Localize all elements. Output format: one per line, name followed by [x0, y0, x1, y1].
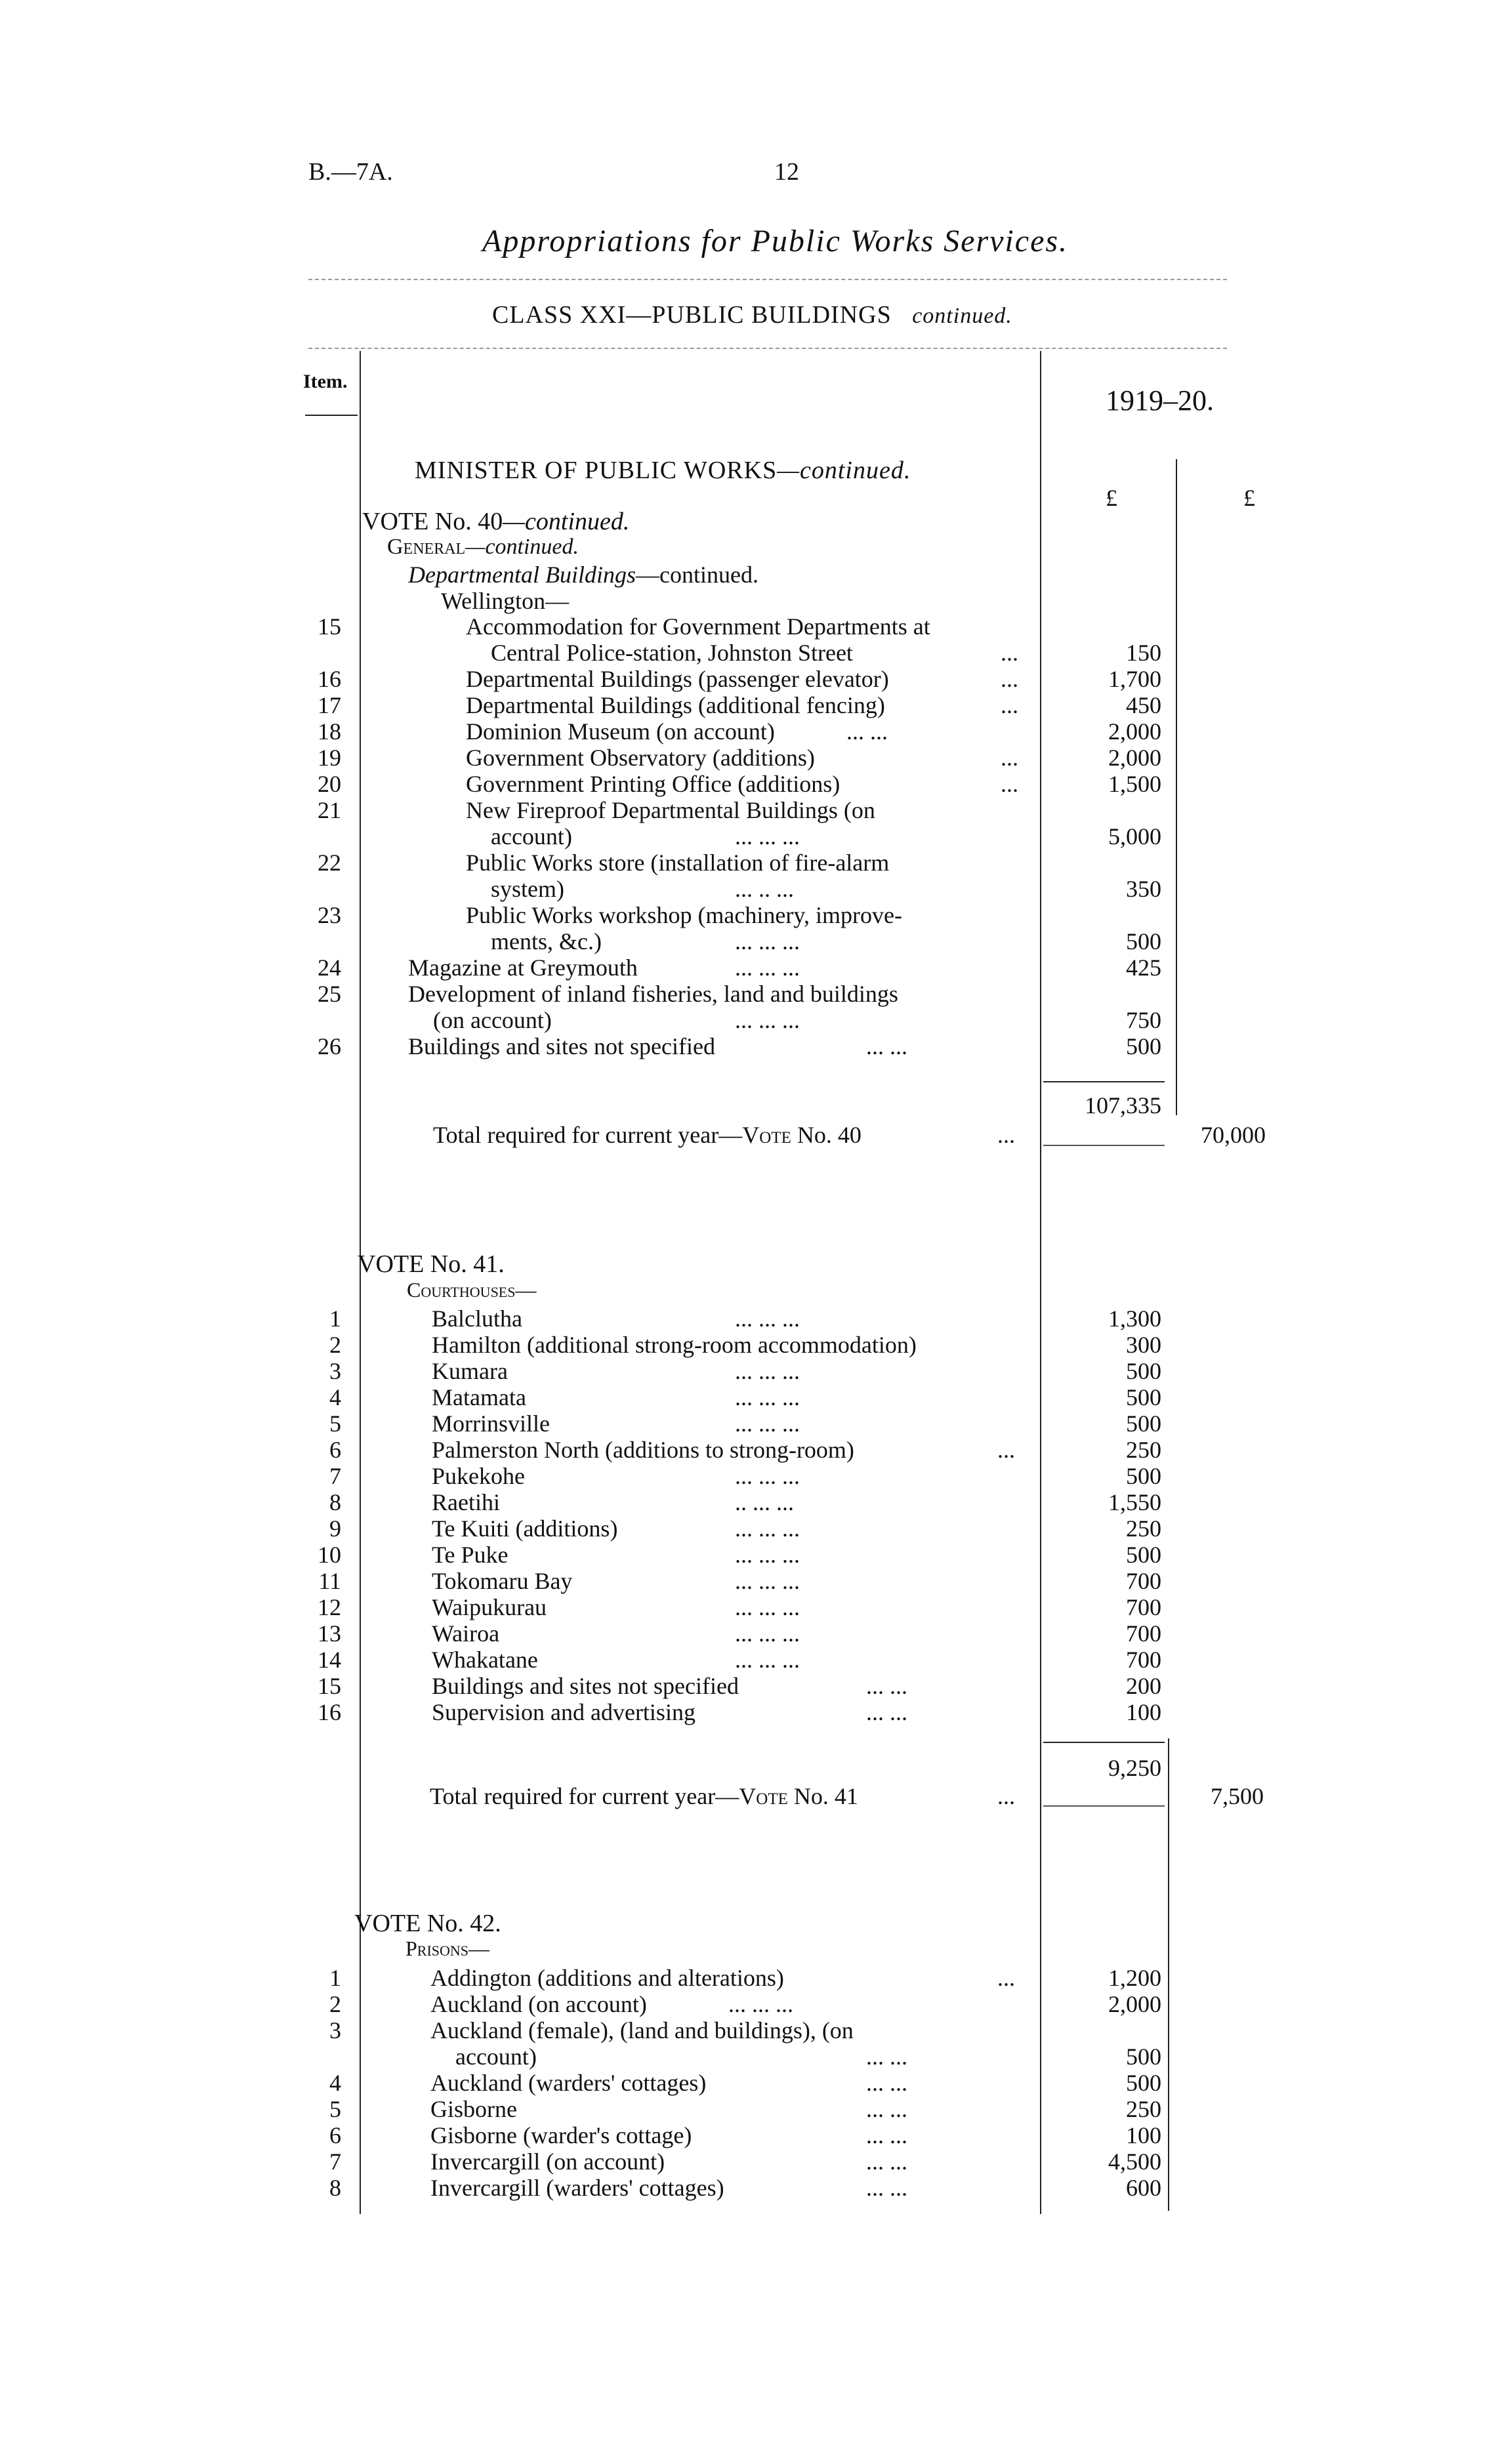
leader-dots: ... ... [866, 1033, 907, 1059]
list-item [0, 692, 1496, 718]
item-description: Kumara [432, 1358, 508, 1384]
list-item [0, 1384, 1496, 1410]
item-description-cont: account) [491, 823, 572, 850]
subtotal-row [0, 1755, 1496, 1781]
item-description: Supervision and advertising [432, 1699, 696, 1725]
item-number: 3 [329, 2017, 341, 2043]
general-heading-cont: —continued. [465, 535, 579, 559]
leader-dots: ... [997, 1965, 1015, 1991]
item-description: Development of inland fisheries, land and buildings [408, 981, 898, 1007]
total-amount: 7,500 [1211, 1783, 1264, 1809]
list-item [0, 1515, 1496, 1542]
item-description: New Fireproof Departmental Buildings (on [466, 797, 875, 823]
leader-dots: ... ... [866, 1699, 907, 1725]
list-item-continuation [0, 823, 1496, 850]
list-item [0, 1542, 1496, 1568]
item-description: Magazine at Greymouth [408, 955, 638, 981]
item-description: Departmental Buildings (additional fencing) [466, 692, 885, 718]
total-vote-word: Vote [739, 1783, 788, 1809]
class-heading [492, 300, 1012, 329]
list-item [0, 1594, 1496, 1620]
item-number: 20 [318, 771, 341, 797]
item-amount: 600 [1126, 2175, 1161, 2201]
item-description: Dominion Museum (on account) [466, 718, 775, 745]
wellington-heading: Wellington— [441, 588, 570, 614]
leader-dots: ... ... ... [735, 1384, 800, 1410]
item-amount: 700 [1126, 1568, 1161, 1594]
subtotal-amount: 9,250 [1108, 1755, 1161, 1781]
general-heading [387, 535, 579, 560]
item-amount: 700 [1126, 1620, 1161, 1647]
item-number: 25 [318, 981, 341, 1007]
item-description-cont: system) [491, 876, 564, 902]
item-number: 18 [318, 718, 341, 745]
total-vote-word: Vote [742, 1122, 791, 1148]
list-item [0, 1358, 1496, 1384]
list-item [0, 1410, 1496, 1437]
item-description: Tokomaru Bay [432, 1568, 573, 1594]
item-description: Public Works store (installation of fire-alarm [466, 850, 890, 876]
leader-dots: ... ... ... [735, 1463, 800, 1489]
item-amount: 1,300 [1108, 1305, 1161, 1332]
departmental-buildings-main: Departmental Buildings [408, 562, 636, 588]
leader-dots: ... ... ... [735, 1515, 800, 1542]
item-amount: 2,000 [1108, 745, 1161, 771]
leader-dots: ... ... ... [735, 1305, 800, 1332]
subtotal-row [0, 1092, 1496, 1119]
leader-dots: .. ... ... [735, 1489, 794, 1515]
departmental-buildings-cont: —continued. [635, 562, 758, 588]
total-label-text: Total required for current year— [430, 1783, 739, 1809]
item-amount: 100 [1126, 1699, 1161, 1725]
total-label [433, 1122, 862, 1148]
item-number: 22 [318, 850, 341, 876]
item-description: Addington (additions and alterations) [430, 1965, 784, 1991]
leader-dots: ... ... [846, 718, 888, 745]
total-amount: 70,000 [1201, 1122, 1266, 1148]
list-item [0, 850, 1496, 876]
item-number: 6 [329, 2122, 341, 2148]
leader-dots: ... [1001, 771, 1018, 797]
item-number: 26 [318, 1033, 341, 1059]
list-item [0, 1463, 1496, 1489]
item-description: Waipukurau [432, 1594, 547, 1620]
item-amount: 1,200 [1108, 1965, 1161, 1991]
item-description: Balclutha [432, 1305, 522, 1332]
divider [308, 279, 1227, 280]
item-amount: 450 [1126, 692, 1161, 718]
item-description: Government Observatory (additions) [466, 745, 815, 771]
list-item [0, 2017, 1496, 2043]
item-header-rule [305, 415, 358, 416]
list-item [0, 745, 1496, 771]
item-number: 23 [318, 902, 341, 928]
item-description-cont: account) [455, 2043, 537, 2070]
item-number: 5 [329, 2096, 341, 2122]
item-description-cont: ments, &c.) [491, 928, 602, 955]
item-amount: 1,550 [1108, 1489, 1161, 1515]
item-description: Gisborne [430, 2096, 517, 2122]
item-description-cont: (on account) [433, 1007, 552, 1033]
departmental-buildings-heading [408, 561, 758, 588]
item-description: Auckland (warders' cottages) [430, 2070, 707, 2096]
courthouses-heading: Courthouses— [407, 1278, 537, 1302]
item-description: Accommodation for Government Departments at [466, 613, 930, 640]
leader-dots: ... ... [866, 2096, 907, 2122]
item-number: 16 [318, 1699, 341, 1725]
subtotal-rule [1043, 1742, 1165, 1743]
list-item [0, 1305, 1496, 1332]
class-heading-cont: continued. [912, 304, 1012, 328]
item-number: 9 [329, 1515, 341, 1542]
item-amount: 350 [1126, 876, 1161, 902]
item-number: 7 [329, 1463, 341, 1489]
item-amount: 4,500 [1108, 2148, 1161, 2175]
item-number: 15 [318, 1673, 341, 1699]
leader-dots: ... ... ... [735, 1007, 800, 1033]
list-item [0, 2148, 1496, 2175]
list-item [0, 1332, 1496, 1358]
item-number: 5 [329, 1410, 341, 1437]
item-number: 1 [329, 1305, 341, 1332]
list-item [0, 2175, 1496, 2201]
subtotal-amount: 107,335 [1085, 1092, 1161, 1119]
item-number: 8 [329, 1489, 341, 1515]
item-description: Departmental Buildings (passenger elevator) [466, 666, 889, 692]
item-amount: 250 [1126, 1515, 1161, 1542]
item-description: Te Puke [432, 1542, 509, 1568]
item-amount: 250 [1126, 2096, 1161, 2122]
ministry-heading-main: MINISTER OF PUBLIC WORKS [415, 457, 778, 484]
list-item-continuation [0, 1007, 1496, 1033]
item-description: Buildings and sites not specified [432, 1673, 739, 1699]
item-description: Auckland (female), (land and buildings), (on [430, 2017, 854, 2043]
item-amount: 500 [1126, 1410, 1161, 1437]
list-item [0, 1965, 1496, 1991]
leader-dots: ... [1001, 692, 1018, 718]
item-amount: 500 [1126, 1384, 1161, 1410]
item-description: Gisborne (warder's cottage) [430, 2122, 692, 2148]
vote-40-heading [362, 507, 629, 536]
list-item [0, 955, 1496, 981]
vote-42-heading: VOTE No. 42. [354, 1910, 501, 1937]
item-amount: 300 [1126, 1332, 1161, 1358]
item-number: 17 [318, 692, 341, 718]
leader-dots: ... ... [866, 2070, 907, 2096]
leader-dots: ... [1001, 640, 1018, 666]
item-number: 8 [329, 2175, 341, 2201]
vote-41-heading: VOTE No. 41. [358, 1250, 505, 1278]
item-amount: 5,000 [1108, 823, 1161, 850]
total-vote-number: No. 41 [793, 1783, 858, 1809]
item-number: 24 [318, 955, 341, 981]
item-number: 1 [329, 1965, 341, 1991]
item-number: 2 [329, 1332, 341, 1358]
list-item [0, 1699, 1496, 1725]
item-number: 11 [318, 1568, 341, 1594]
leader-dots: ... ... ... [735, 1594, 800, 1620]
item-amount: 500 [1126, 928, 1161, 955]
item-number: 15 [318, 613, 341, 640]
list-item [0, 1673, 1496, 1699]
item-description: Matamata [432, 1384, 526, 1410]
leader-dots: ... ... ... [735, 955, 800, 981]
list-item [0, 1437, 1496, 1463]
leader-dots: ... ... [866, 2043, 907, 2070]
item-number: 13 [318, 1620, 341, 1647]
leader-dots: ... [997, 1783, 1015, 1809]
leader-dots: ... ... ... [735, 1410, 800, 1437]
leader-dots: ... ... ... [735, 823, 800, 850]
leader-dots: ... ... [866, 2175, 907, 2201]
total-vote-number: No. 40 [797, 1122, 862, 1148]
item-column-header: Item. [303, 371, 348, 392]
vote-40-heading-cont: —continued. [503, 508, 630, 535]
list-item-continuation [0, 928, 1496, 955]
item-amount: 2,000 [1108, 718, 1161, 745]
leader-dots: ... ... [866, 2122, 907, 2148]
vote-40-heading-main: VOTE No. 40 [362, 508, 503, 535]
document-reference: B.—7A. [308, 158, 393, 186]
item-number: 7 [329, 2148, 341, 2175]
item-amount: 500 [1126, 2070, 1161, 2096]
total-label [430, 1783, 858, 1809]
item-number: 14 [318, 1647, 341, 1673]
list-item [0, 771, 1496, 797]
divider [308, 348, 1227, 349]
leader-dots: ... ... ... [735, 928, 800, 955]
leader-dots: ... .. ... [735, 876, 794, 902]
vote-total-row [0, 1122, 1496, 1148]
item-number: 16 [318, 666, 341, 692]
leader-dots: ... ... ... [735, 1568, 800, 1594]
list-item [0, 718, 1496, 745]
list-item [0, 666, 1496, 692]
item-description: Government Printing Office (additions) [466, 771, 841, 797]
item-number: 19 [318, 745, 341, 771]
list-item [0, 2070, 1496, 2096]
leader-dots: ... ... [866, 1673, 907, 1699]
item-description: Hamilton (additional strong-room accommodation) [432, 1332, 917, 1358]
item-amount: 1,500 [1108, 771, 1161, 797]
general-heading-main: General [387, 535, 466, 559]
class-heading-main: CLASS XXI—PUBLIC BUILDINGS [492, 301, 892, 329]
total-label-text: Total required for current year— [433, 1122, 743, 1148]
item-number: 3 [329, 1358, 341, 1384]
item-description: Palmerston North (additions to strong-room) [432, 1437, 854, 1463]
item-amount: 250 [1126, 1437, 1161, 1463]
item-number: 4 [329, 2070, 341, 2096]
item-number: 10 [318, 1542, 341, 1568]
leader-dots: ... ... [866, 2148, 907, 2175]
pound-sign-2: £ [1243, 485, 1255, 511]
list-item [0, 797, 1496, 823]
year-column-header: 1919–20. [1106, 384, 1214, 417]
list-item [0, 613, 1496, 640]
list-item [0, 902, 1496, 928]
leader-dots: ... ... ... [728, 1991, 793, 2017]
item-description: Auckland (on account) [430, 1991, 647, 2017]
item-amount: 150 [1126, 640, 1161, 666]
page-title: Appropriations for Public Works Services. [482, 224, 1069, 258]
item-amount: 2,000 [1108, 1991, 1161, 2017]
list-item-continuation [0, 2043, 1496, 2070]
item-amount: 500 [1126, 1033, 1161, 1059]
item-number: 21 [318, 797, 341, 823]
leader-dots: ... ... ... [735, 1542, 800, 1568]
list-item [0, 1489, 1496, 1515]
item-number: 12 [318, 1594, 341, 1620]
ministry-heading-cont: —continued. [777, 457, 911, 484]
list-item [0, 1991, 1496, 2017]
item-description: Wairoa [432, 1620, 500, 1647]
item-description: Te Kuiti (additions) [432, 1515, 618, 1542]
item-description: Morrinsville [432, 1410, 550, 1437]
leader-dots: ... ... ... [735, 1647, 800, 1673]
item-amount: 500 [1126, 1542, 1161, 1568]
leader-dots: ... ... ... [735, 1620, 800, 1647]
item-amount: 700 [1126, 1594, 1161, 1620]
ministry-heading [415, 456, 911, 485]
list-item [0, 2122, 1496, 2148]
item-description: Buildings and sites not specified [408, 1033, 715, 1059]
leader-dots: ... [997, 1437, 1015, 1463]
list-item [0, 2096, 1496, 2122]
item-number: 4 [329, 1384, 341, 1410]
vote-total-row [0, 1783, 1496, 1809]
pound-sign-1: £ [1106, 485, 1117, 511]
item-amount: 1,700 [1108, 666, 1161, 692]
subtotal-rule [1043, 1081, 1165, 1082]
item-description: Invercargill (warders' cottages) [430, 2175, 724, 2201]
item-amount: 500 [1126, 2043, 1161, 2070]
item-amount: 200 [1126, 1673, 1161, 1699]
list-item [0, 1033, 1496, 1059]
item-description-cont: Central Police-station, Johnston Street [491, 640, 853, 666]
item-description: Raetihi [432, 1489, 500, 1515]
list-item-continuation [0, 876, 1496, 902]
list-item-continuation [0, 640, 1496, 666]
item-amount: 100 [1126, 2122, 1161, 2148]
leader-dots: ... [997, 1122, 1015, 1148]
item-description: Whakatane [432, 1647, 538, 1673]
list-item [0, 981, 1496, 1007]
item-description: Pukekohe [432, 1463, 525, 1489]
leader-dots: ... [1001, 745, 1018, 771]
item-description: Public Works workshop (machinery, improve- [466, 902, 902, 928]
list-item [0, 1620, 1496, 1647]
item-amount: 500 [1126, 1358, 1161, 1384]
page-number: 12 [774, 158, 799, 186]
item-amount: 500 [1126, 1463, 1161, 1489]
item-number: 6 [329, 1437, 341, 1463]
item-amount: 425 [1126, 955, 1161, 981]
prisons-heading: Prisons— [405, 1937, 490, 1960]
item-amount: 700 [1126, 1647, 1161, 1673]
list-item [0, 1568, 1496, 1594]
list-item [0, 1647, 1496, 1673]
leader-dots: ... ... ... [735, 1358, 800, 1384]
leader-dots: ... [1001, 666, 1018, 692]
item-number: 2 [329, 1991, 341, 2017]
item-amount: 750 [1126, 1007, 1161, 1033]
item-description: Invercargill (on account) [430, 2148, 665, 2175]
